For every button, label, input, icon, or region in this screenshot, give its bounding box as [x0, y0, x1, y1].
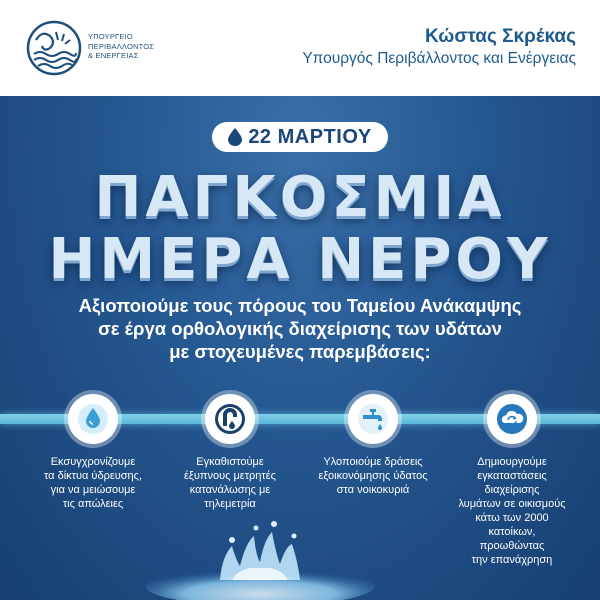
feature-line: προωθώντας [479, 540, 545, 552]
ministry-name [88, 32, 178, 61]
water-drop-icon [76, 402, 110, 436]
feature-icon-container [487, 394, 537, 444]
ministry-line: ΥΠΟΥΡΓΕΙΟ [88, 32, 133, 41]
subtitle-line: σε έργα ορθολογικής διαχείρισης των υδάτων [98, 318, 502, 339]
feature-line: στα νοικοκυριά [336, 484, 410, 496]
person-name: Κώστας Σκρέκας [425, 26, 576, 47]
recycle-cloud-icon [495, 402, 529, 436]
feature-line: τα δίκτυα ύδρευσης, [43, 470, 143, 482]
feature-line: διαχείρισης [484, 484, 540, 496]
ministry-logo-icon [26, 20, 82, 76]
subtitle-line: με στοχευμένες παρεμβάσεις: [169, 341, 431, 362]
feature-text [447, 455, 577, 567]
main-poster [0, 96, 600, 600]
feature-line: εγκαταστάσεις [477, 470, 547, 482]
feature-line: έξυπνους μετρητές [184, 470, 276, 482]
feature-line: Υλοποιούμε δράσεις [323, 456, 423, 468]
faucet-icon [356, 402, 390, 436]
feature-line: τις απώλειες [62, 498, 124, 510]
feature-line: εξοικονόμησης ύδατος [318, 470, 428, 482]
date-badge [212, 122, 388, 152]
subtitle [20, 294, 580, 363]
feature-line: λυμάτων σε οικισμούς [458, 498, 566, 510]
feature-line: την επανάχρηση [471, 554, 553, 566]
feature-text [308, 455, 438, 497]
date-text: 22 ΜΑΡΤΙΟΥ [248, 125, 372, 148]
ministry-line: ΠΕΡΙΒΑΛΛΟΝΤΟΣ [88, 41, 155, 51]
feature-line: κατανάλωσης με [189, 484, 271, 496]
header-bar [0, 0, 600, 96]
ministry-line: & ΕΝΕΡΓΕΙΑΣ [88, 51, 139, 60]
feature-icon-container [68, 394, 118, 444]
feature-icon-container [348, 394, 398, 444]
title-line: ΗΜΕΡΑ ΝΕΡΟΥ [48, 227, 552, 292]
feature-line: Εγκαθιστούμε [196, 456, 264, 468]
water-splash-illustration [140, 496, 380, 600]
feature-line: τηλεμετρία [204, 498, 256, 510]
feature-text [28, 455, 158, 511]
feature-line: κατοίκων, [488, 526, 536, 538]
smart-meter-icon [213, 402, 247, 436]
subtitle-line: Αξιοποιούμε τους πόρους του Ταμείου Ανάκαμψης [78, 295, 522, 316]
title-line: ΠΑΓΚΟΣΜΙΑ [94, 165, 506, 230]
feature-icon-container [205, 394, 255, 444]
water-drop-icon [228, 128, 242, 146]
feature-line: για να μειώσουμε [50, 484, 136, 496]
feature-line: κάτω των 2000 [475, 512, 549, 524]
feature-line: Δημιουργούμε [477, 456, 547, 468]
person-role: Υπουργός Περιβάλλοντος και Ενέργειας [302, 50, 576, 67]
feature-line: Εκσυγχρονίζουμε [50, 456, 136, 468]
